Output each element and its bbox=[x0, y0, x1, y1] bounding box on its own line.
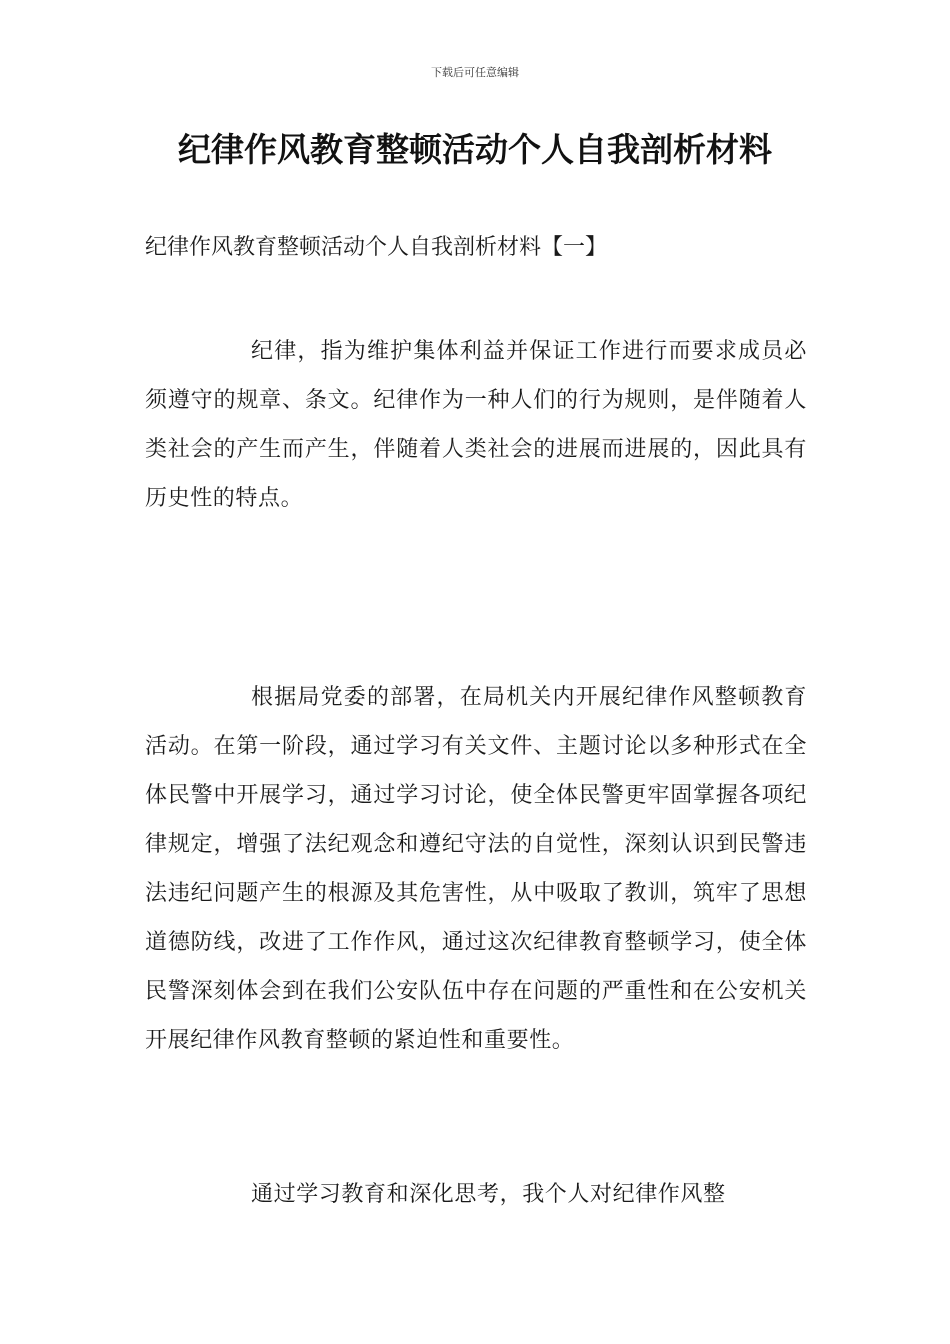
paragraph-1: 纪律，指为维护集体利益并保证工作进行而要求成员必须遵守的规章、条文。纪律作为一种人们的行为规则，是伴随着人类社会的产生而产生，伴随着人类社会的进展而进展的，因此具有历史性的特点。 bbox=[145, 339, 807, 511]
paragraph-3: 通过学习教育和深化思考，我个人对纪律作风整 bbox=[251, 1182, 726, 1207]
paragraph-2: 根据局党委的部署，在局机关内开展纪律作风整顿教育活动。在第一阶段，通过学习有关文件、主题讨论以多种形式在全体民警中开展学习，通过学习讨论，使全体民警更牢固掌握各项纪律规定，增强了法纪观念和遵纪守法的自觉性，深刻认识到民警违法违纪问题产生的根源及其危害性，从中吸取了教训，筑牢了思想道德防线，改进了工作作风，通过这次纪律教育整顿学习，使全体民警深刻体会到在我们公安队伍中存在问题的严重性和在公安机关开展纪律作风教育整顿的紧迫性和重要性。 bbox=[145, 685, 807, 1053]
document-title: 纪律作风教育整顿活动个人自我剖析材料 bbox=[178, 130, 772, 169]
section-heading: 纪律作风教育整顿活动个人自我剖析材料【一】 bbox=[145, 235, 608, 260]
header-note: 下载后可任意编辑 bbox=[431, 66, 519, 79]
